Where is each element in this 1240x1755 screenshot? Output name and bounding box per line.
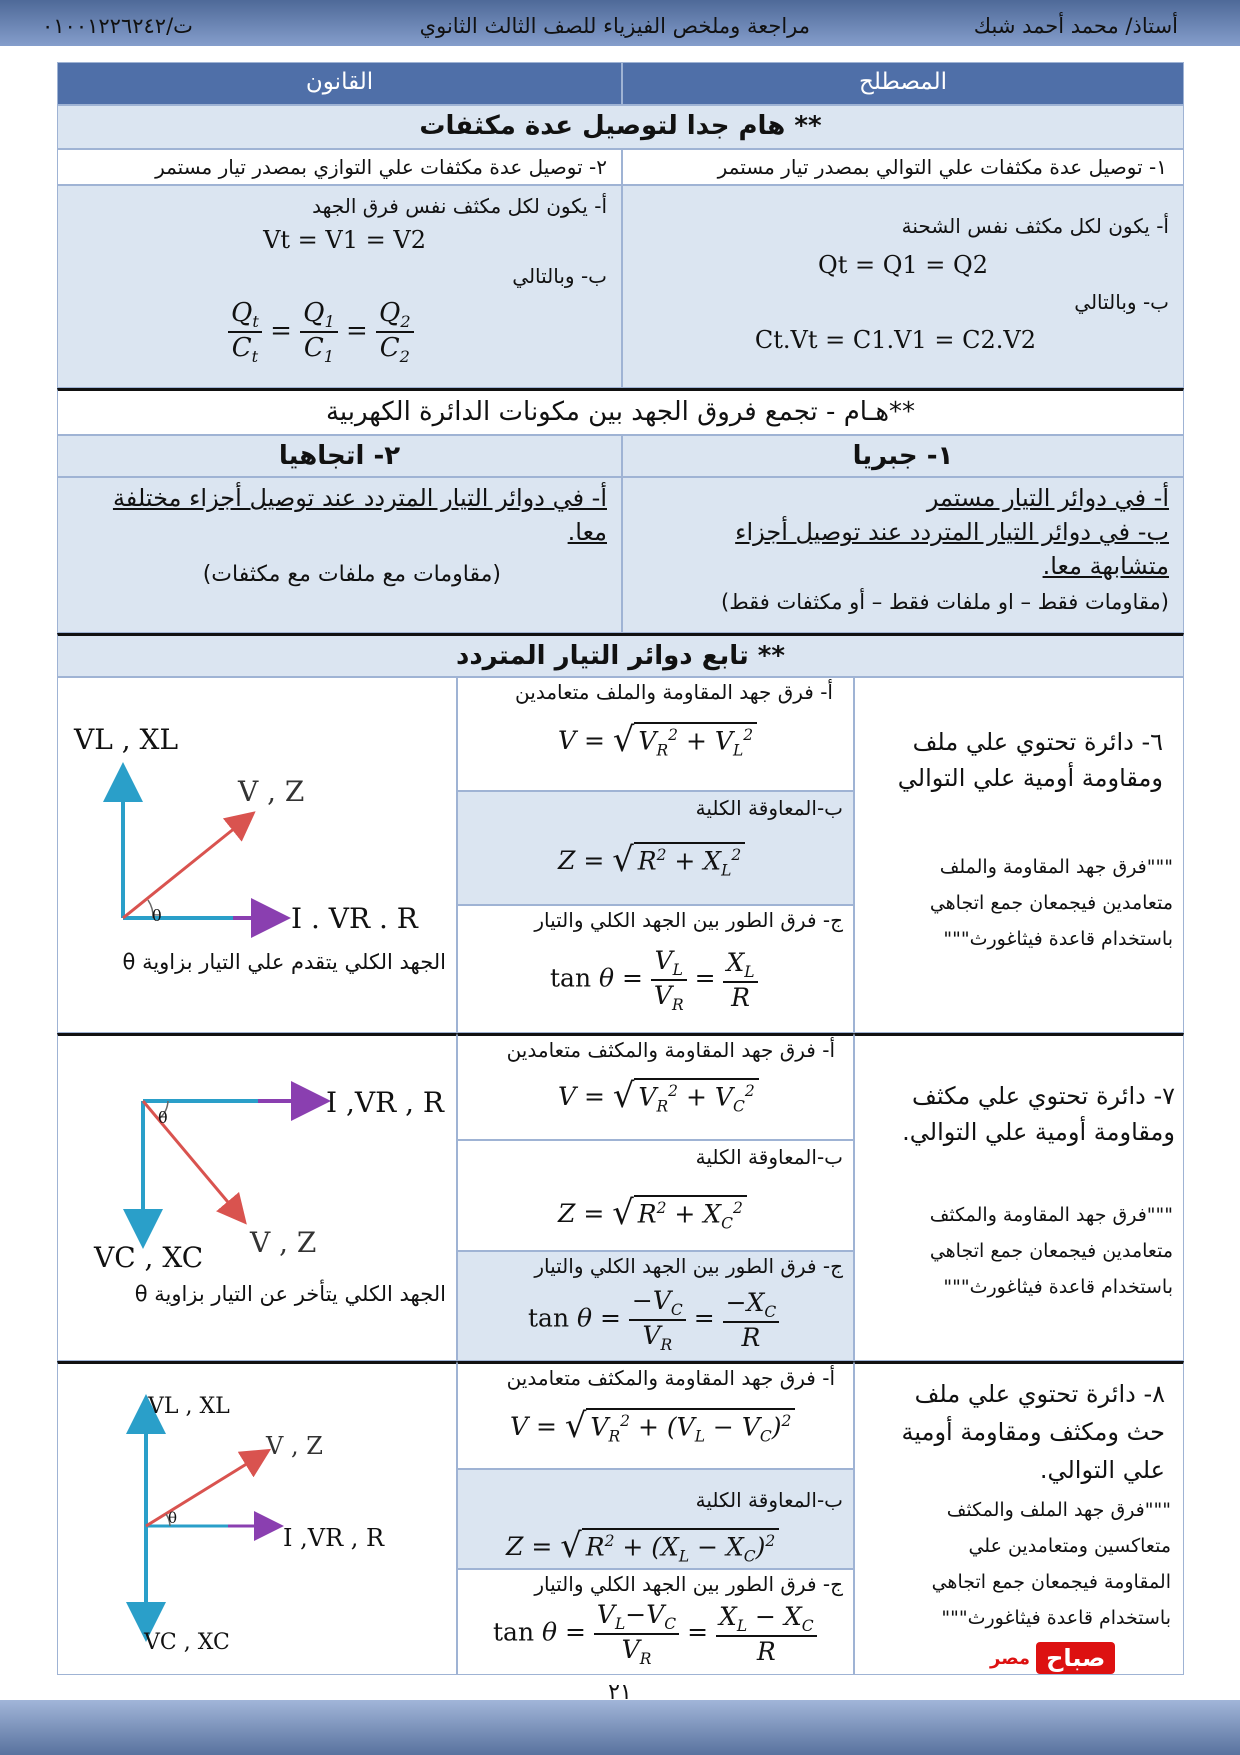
series-charge-equation: Qt = Q1 = Q2	[818, 251, 988, 279]
row6-term-cell: ٦- دائرة تحتوي علي ملف ومقاومة أومية علي التوالي """فرق جهد المقاومة والملف متعامدين فيجمعان جمع اتجاهي باستخدام قاعدة فيثاغورث"""	[854, 677, 1184, 1033]
ac-circuits-section-title: ** تابع دوائر التيار المتردد	[57, 633, 1184, 677]
phone-number: ت/٠١٠٠١٢٢٦٢٤٢	[42, 14, 193, 38]
series-capacitors-heading: ١- توصيل عدة مكثفات علي التوالي بمصدر تيار مستمر	[622, 149, 1184, 185]
row7-law-c: ج- فرق الطور بين الجهد الكلي والتيار tan θ = $\frac{-V_C}{V_R}$ = $\frac{-X_C}{R}$	[457, 1251, 854, 1361]
law-column-header: القانون	[57, 62, 622, 105]
row6-phasor-diagram: VL , XL V , Z I . VR . R θ الجهد الكلي يتقدم علي التيار بزاوية θ	[57, 677, 457, 1033]
row7-law-a: أ- فرق جهد المقاومة والمكثف متعامدين V = √ $V_R^2 + V_C^2$	[457, 1033, 854, 1140]
series-product-equation: Ct.Vt = C1.V1 = C2.V2	[754, 326, 1036, 354]
summary-table	[57, 62, 1184, 1675]
parallel-ratio-equation: $\frac{Q_t}{C_t}$ = $\frac{Q_1}{C_1}$ = $\frac{Q_2}{C_2}$	[228, 298, 414, 366]
page-header	[0, 14, 1240, 44]
algebraic-sum-body: أ- في دوائر التيار مستمر ب- في دوائر التيار المتردد عند توصيل أجزاء متشابهة معا. (مقاومات فقط – او ملفات فقط – أو مكثفات فقط)	[622, 477, 1184, 633]
parallel-capacitors-heading: ٢- توصيل عدة مكثفات علي التوازي بمصدر تيار مستمر	[57, 149, 622, 185]
row7-term-cell: ٧- دائرة تحتوي علي مكثف ومقاومة أومية علي التوالي. """فرق جهد المقاومة والمكثف متعامدين فيجمعان جمع اتجاهي باستخدام قاعدة فيثاغورث"""	[854, 1033, 1184, 1361]
parallel-capacitors-body: أ- يكون لكل مكثف نفس فرق الجهد Vt = V1 = V2 ب- وبالتالي $\frac{Q_t}{C_t}$ = $\frac{Q_1}{C_1}$ = $\frac{Q_2}{C_2}$	[57, 185, 622, 388]
author-name: أستاذ/ محمد أحمد شبك	[973, 14, 1178, 38]
series-capacitors-body: أ- يكون لكل مكثف نفس الشحنة Qt = Q1 = Q2 ب- وبالتالي Ct.Vt = C1.V1 = C2.V2	[622, 185, 1184, 388]
voltage-sum-section-title: **هـام - تجمع فروق الجهد بين مكونات الدائرة الكهربية	[57, 388, 1184, 435]
row7-phasor-diagram: I ,VR , R V , Z VC , XC θ الجهد الكلي يتأخر عن التيار بزاوية θ	[57, 1033, 457, 1361]
row6-law-b: ب-المعاوقة الكلية Z = √ $R^2 + X_L^2$	[457, 791, 854, 905]
term-column-header: المصطلح	[622, 62, 1184, 105]
capacitors-section-title: ** هام جدا لتوصيل عدة مكثفات	[57, 105, 1184, 149]
total-voltage-arrow	[123, 815, 251, 918]
row8-phasor-diagram: VL , XL V , Z I ,VR , R VC , XC θ	[57, 1361, 457, 1675]
row7-law-b: ب-المعاوقة الكلية Z = √ $R^2 + X_C^2$	[457, 1140, 854, 1251]
bottom-decoration-bar	[0, 1700, 1240, 1755]
vector-sum-body: أ- في دوائر التيار المتردد عند توصيل أجزاء مختلفة معا. (مقاومات مع ملفات مع مكثفات)	[57, 477, 622, 633]
page-number: ٢١	[608, 1680, 632, 1705]
parallel-voltage-equation: Vt = V1 = V2	[263, 226, 426, 254]
document-title: مراجعة وملخص الفيزياء للصف الثالث الثانوي	[419, 14, 810, 38]
row8-law-b: ب-المعاوقة الكلية Z = √ $R^2 + (X_L - X_C)^2$	[457, 1469, 854, 1569]
row8-law-c: ج- فرق الطور بين الجهد الكلي والتيار tan θ = $\frac{V_L-V_C}{V_R}$ = $\frac{X_L - X_C}{R}$	[457, 1569, 854, 1675]
row6-law-c: ج- فرق الطور بين الجهد الكلي والتيار tan θ = $\frac{V_L}{V_R}$ = $\frac{X_L}{R}$	[457, 905, 854, 1033]
vector-sum-heading: ٢- اتجاهيا	[57, 435, 622, 477]
row8-term-cell: ٨- دائرة تحتوي علي ملف حث ومكثف ومقاومة أومية علي التوالي. """فرق جهد الملف والمكثف متعاكسين ومتعامدين علي المقاومة فيجمعان جمع اتجاهي باستخدام قاعدة فيثاغورث"""	[854, 1361, 1184, 1675]
watermark-logo: مصر صباح	[990, 1638, 1115, 1678]
row6-law-a: أ- فرق جهد المقاومة والملف متعامدين V = √ $V_R^2 + V_L^2$	[457, 677, 854, 791]
algebraic-sum-heading: ١- جبريا	[622, 435, 1184, 477]
total-voltage-arrow	[146, 1452, 266, 1526]
row8-law-a: أ- فرق جهد المقاومة والمكثف متعامدين V = √ $V_R^2 + (V_L - V_C)^2$	[457, 1361, 854, 1469]
